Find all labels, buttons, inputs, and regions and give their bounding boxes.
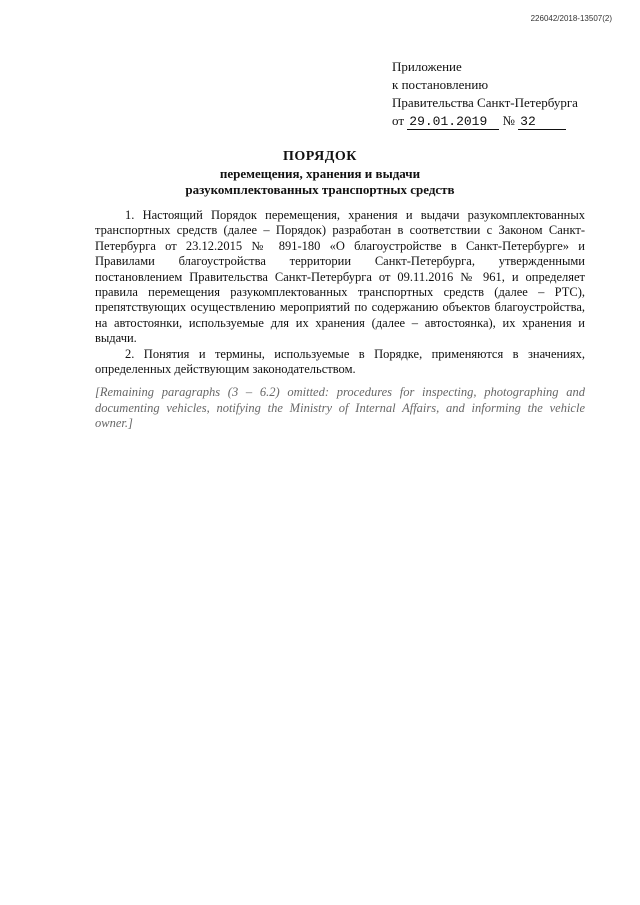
appendix-date-number-line (392, 112, 578, 130)
paragraph: 2. Понятия и термины, используемые в Порядке, применяются в значениях, определенных действующим законодательством. (95, 346, 585, 377)
appendix-block (392, 58, 578, 130)
from-label: от (392, 113, 405, 128)
resolution-date: 29.01.2019 (407, 114, 499, 130)
document-title: ПОРЯДОК (283, 149, 357, 164)
appendix-issuer: Правительства Санкт-Петербурга (392, 95, 578, 110)
appendix-label: Приложение (392, 59, 462, 74)
appendix-reference: к постановлению (392, 77, 489, 92)
document-title-block (0, 147, 640, 198)
number-label: № (502, 113, 515, 128)
resolution-number: 32 (518, 114, 566, 130)
document-body (95, 208, 585, 432)
document-subtitle-line-2: разукомплектованных транспортных средств (185, 182, 455, 197)
paragraph: 1. Настоящий Порядок перемещения, хранения и выдачи разукомплектованных транспортных средств (далее – Порядок) разработан в соответствии с Законом Санкт-Петербурга от 23.12.2015 № 891-180 «О благоустройстве в Санкт-Петербурге» и Правилами благоустройства территории Санкт-Петербурга, утвержденными постановлением Правительства Санкт-Петербурга от 09.11.2016 № 961, и определяет правила перемещения разукомплектованных транспортных средств (далее – РТС), препятствующих осуществлению мероприятий по содержанию объектов благоустройства, на автостоянки, используемые для их хранения (далее – автостоянка), их хранения и выдачи. (95, 208, 585, 346)
document-subtitle-line-1: перемещения, хранения и выдачи (219, 166, 421, 181)
document-registration-number: 226042/2018-13507(2) (530, 14, 612, 23)
omitted-content-note: [Remaining paragraphs (3 – 6.2) omitted: procedures for inspecting, photographing and documenting vehicles, notifying the Ministry of Internal Affairs, and informing the vehicle owner.] (95, 385, 585, 431)
